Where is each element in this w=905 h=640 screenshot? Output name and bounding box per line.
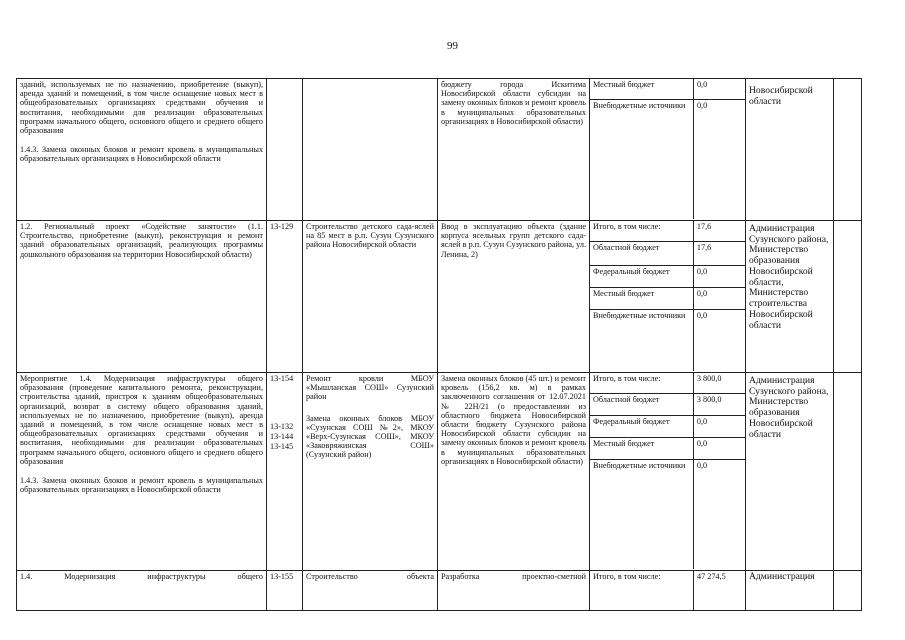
activity-description: 1.2. Региональный проект «Содействие занятости» (1.1. Строительство, приобретение (выкуп), реконструкция и ремонт зданий образовательных организаций, реализующих программы дошкольного образования на территории Новосибирской области) [20, 222, 263, 259]
finance-amount: 0,0 [693, 99, 745, 219]
code-cell [267, 79, 303, 221]
finance-source-cell [590, 571, 694, 611]
code: 13-154 [270, 374, 294, 383]
result-cell [438, 79, 590, 221]
finance-amount: 0,0 [693, 287, 745, 309]
finance-amount-cell [694, 571, 746, 611]
object-cell [303, 79, 438, 221]
finance-source: Федеральный бюджет [590, 415, 693, 437]
result-cell [438, 373, 590, 571]
table-row [17, 373, 862, 571]
code-cell [267, 373, 303, 571]
activity-description-cell [17, 373, 267, 571]
empty-cell [834, 79, 862, 221]
finance-source: Внебюджетные источники [590, 459, 693, 569]
finance-amount: 0,0 [693, 437, 745, 459]
page-number: 99 [447, 40, 458, 52]
finance-amount: 17,6 [693, 221, 745, 241]
finance-cell [590, 79, 746, 221]
activity-subitem: 1.4.3. Замена оконных блоков и ремонт кровель в муниципальных образовательных организациях в Новосибирской области [20, 475, 263, 495]
empty-cell [834, 571, 862, 611]
result-text: бюджету города Искитима Новосибирской области субсидии на замену оконных блоков и ремонт кровель в муниципальных образовательных организациях в Новосибирской области) [441, 80, 586, 126]
finance-amount: 0,0 [693, 265, 745, 287]
result-cell [438, 571, 590, 611]
table-row [17, 571, 862, 611]
responsible-cell [746, 373, 834, 571]
responsible-text: Новосибирской области [749, 85, 813, 107]
finance-source: Итого, в том числе: [590, 221, 693, 241]
code: 13-144 [270, 431, 294, 441]
finance-source: Областной бюджет [590, 393, 693, 415]
finance-amount: 47 274,5 [697, 572, 726, 581]
empty-cell [834, 221, 862, 373]
object-cell [303, 373, 438, 571]
finance-amount: 0,0 [693, 415, 745, 437]
code: 13-155 [270, 572, 294, 581]
table-row [17, 221, 862, 373]
activity-subitem: 1.4.3. Замена оконных блоков и ремонт кровель в муниципальных образовательных организациях в Новосибирской области [20, 145, 263, 164]
program-table [16, 78, 862, 611]
responsible-text: Администрация Сузунского района, Министерство образования Новосибирской области, Министерство строительства Новосибирской области [749, 223, 829, 331]
object-cell [303, 221, 438, 373]
code: 13-129 [270, 222, 294, 231]
table-row [17, 79, 862, 221]
finance-amount: 3 800,0 [693, 393, 745, 415]
finance-cell [590, 373, 746, 571]
activity-description-cell [17, 221, 267, 373]
responsible-text: Администрация [749, 571, 815, 582]
finance-source: Местный бюджет [590, 287, 693, 309]
code-cell [267, 221, 303, 373]
empty-cell [834, 373, 862, 571]
finance-source: Внебюджетные источники [590, 309, 693, 371]
finance-source: Областной бюджет [590, 241, 693, 265]
activity-description-cell [17, 571, 267, 611]
finance-amount: 0,0 [693, 459, 745, 569]
finance-source: Внебюджетные источники [590, 99, 693, 219]
object-text: Ремонт кровли МБОУ «Мышланская СОШ» Сузунский район [306, 374, 434, 402]
finance-source: Итого, в том числе: [590, 373, 693, 393]
finance-source: Местный бюджет [590, 79, 693, 99]
result-text: Ввод в эксплуатацию объекта (здание корпуса ясельных групп детского сада-яслей в р.п. Сузун Сузунского района, ул. Ленина, 2) [441, 222, 586, 259]
responsible-cell [746, 221, 834, 373]
result-text: Разработка проектно-сметной [441, 572, 586, 581]
result-text: Замена оконных блоков (45 шт.) и ремонт кровель (156,2 кв. м) в рамках заключенного соглашения от 12.07.2021 № 22Н/21 (о предоставлении из областного бюджета Новосибирской области бюджету Сузунского района Новосибирской области субсидии на замену оконных блоков и ремонт кровель в муниципальных образовательных организациях в Новосибирской области) [441, 374, 586, 466]
finance-table [590, 221, 745, 371]
finance-source: Итого, в том числе: [593, 572, 661, 581]
finance-amount: 0,0 [693, 309, 745, 371]
activity-description: зданий, используемых не по назначению, приобретение (выкуп), аренда зданий и помещений, в том числе оснащение новых мест в общеобразовательных организациях средствами обучения и воспитания, необходимыми для реализации образовательных программ начального общего, основного общего и среднего общего образования [20, 80, 263, 135]
code-cell [267, 571, 303, 611]
activity-description-cell [17, 79, 267, 221]
finance-table [590, 79, 745, 219]
responsible-cell [746, 79, 834, 221]
activity-description: Мероприятие 1.4. Модернизация инфраструктуры общего образования (проведение капитального ремонта, реконструкции, строительства зданий, пристроя к зданиям общеобразовательных организаций, возврат в систему общего образования зданий, используемых не по назначению, приобретение (выкуп), аренда зданий и помещений, в том числе оснащение новых мест в общеобразовательных организациях средствами обучения и воспитания, необходимыми для реализации образовательных программ начального общего, основного общего и среднего общего образования [20, 374, 263, 466]
code: 13-132 [270, 421, 294, 431]
finance-source: Федеральный бюджет [590, 265, 693, 287]
object-text: Строительство детского сада-яслей на 85 мест в р.п. Сузун Сузунского района Новосибирской области [306, 222, 434, 250]
finance-amount: 0,0 [693, 79, 745, 99]
finance-cell [590, 221, 746, 373]
finance-source: Местный бюджет [590, 437, 693, 459]
finance-amount: 17,6 [693, 241, 745, 265]
finance-table [590, 373, 745, 569]
object-text: Замена оконных блоков МБОУ «Сузунская СОШ №2», МКОУ «Верх-Сузунская СОШ», МКОУ «Заковряжинская СОШ» (Сузунский район) [306, 413, 434, 460]
object-cell [303, 571, 438, 611]
activity-description: 1.4. Модернизация инфраструктуры общего [20, 572, 263, 581]
responsible-cell [746, 571, 834, 611]
finance-amount: 3 800,0 [693, 373, 745, 393]
responsible-text: Администрация Сузунского района, Министерство образования Новосибирской области [749, 375, 829, 440]
result-cell [438, 221, 590, 373]
object-text: Строительство объекта [306, 572, 434, 581]
code: 13-145 [270, 441, 294, 451]
